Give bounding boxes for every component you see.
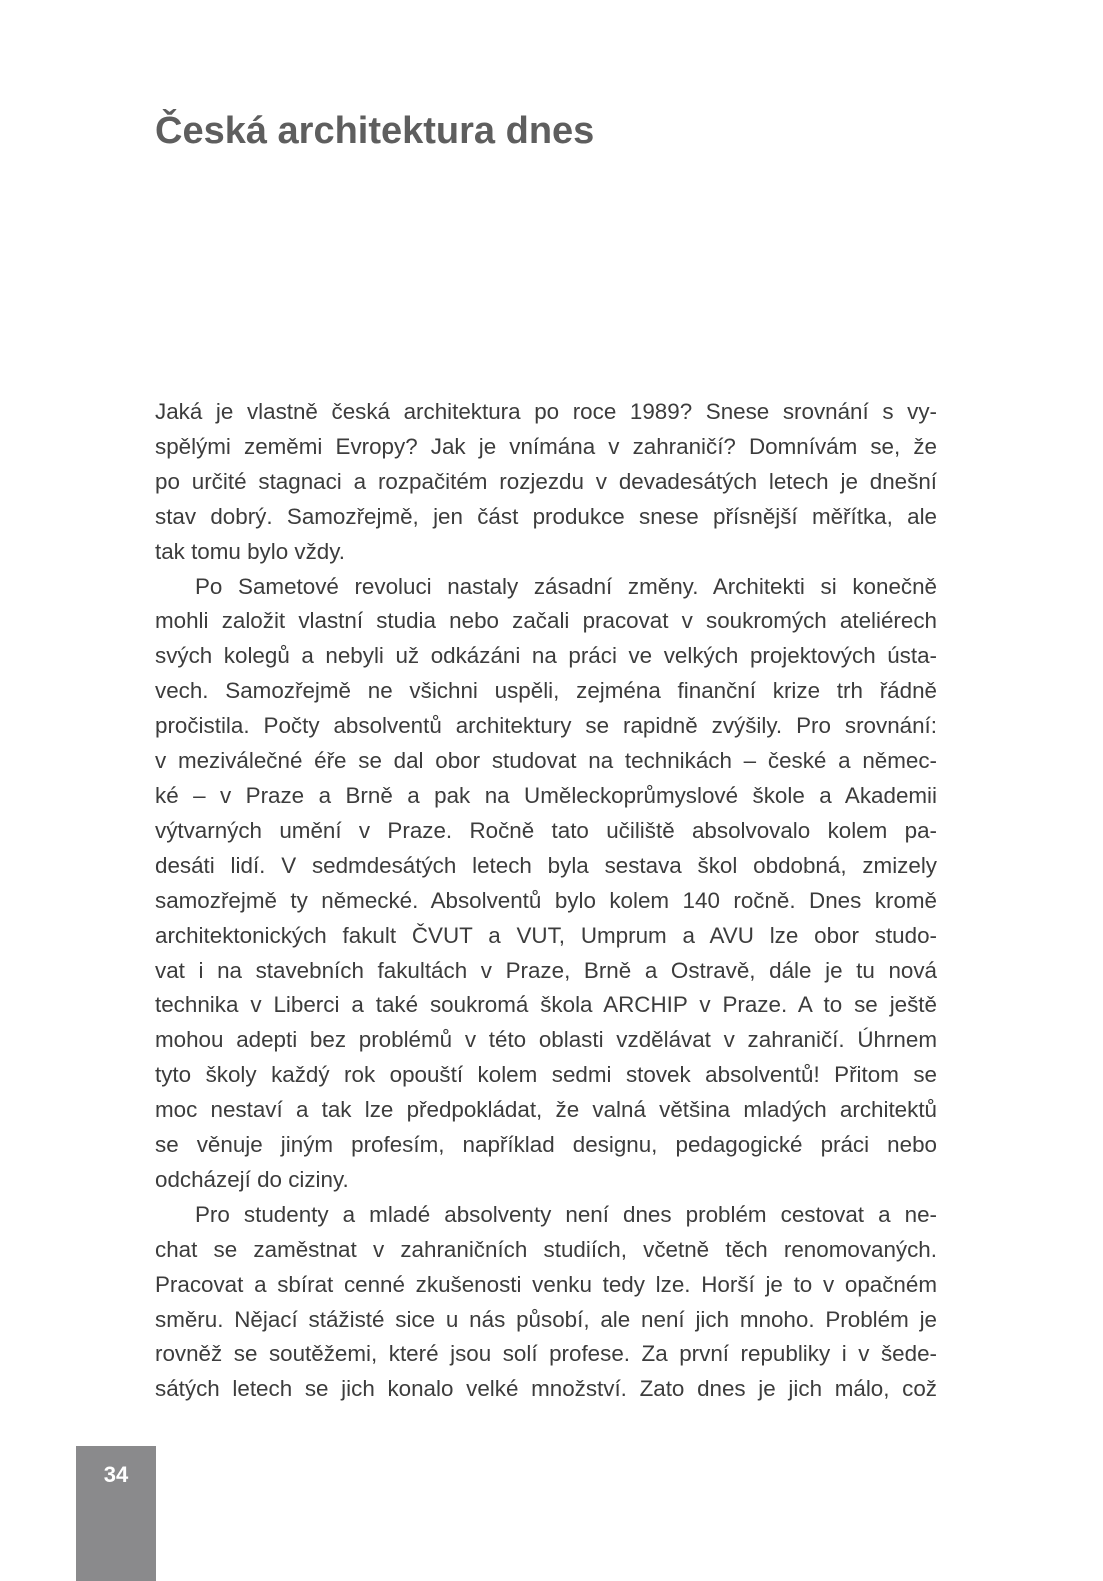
page-number-tab	[76, 1446, 156, 1581]
text-line: rovněž se soutěžemi, které jsou solí profese. Za první republiky i v šede-	[155, 1341, 937, 1367]
text-line: výtvarných umění v Praze. Ročně tato učiliště absolvovalo kolem pa-	[155, 817, 937, 843]
chapter-title: Česká architektura dnes	[155, 110, 595, 152]
text-line: vech. Samozřejmě ne všichni uspěli, zejména finanční krize trh řádně	[155, 678, 937, 704]
text-line: svých kolegů a nebyli už odkázáni na práci ve velkých projektových ústa-	[155, 643, 937, 669]
text-line: po určité stagnaci a rozpačitém rozjezdu v devadesátých letech je dnešní	[155, 468, 937, 494]
text-line: Jaká je vlastně česká architektura po roce 1989? Snese srovnání s vy-	[155, 399, 937, 424]
text-line: stav dobrý. Samozřejmě, jen část produkce snese přísnější měřítka, ale	[155, 503, 937, 529]
text-line: v meziválečné éře se dal obor studovat na technikách – české a němec-	[155, 748, 937, 774]
paragraph-2	[155, 570, 937, 1198]
text-line: Pro studenty a mladé absolventy není dnes problém cestovat a ne-	[195, 1201, 937, 1227]
text-line: ké – v Praze a Brně a pak na Uměleckoprůmyslové škole a Akademii	[155, 782, 937, 808]
body-text	[155, 395, 937, 1407]
text-line: chat se zaměstnat v zahraničních studiích, včetně těch renomovaných.	[155, 1236, 937, 1262]
text-line: Pracovat a sbírat cenné zkušenosti venku tedy lze. Horší je to v opačném	[155, 1271, 937, 1297]
text-line: směru. Nějací stážisté sice u nás působí, ale není jich mnoho. Problém je	[155, 1306, 937, 1332]
text-line: architektonických fakult ČVUT a VUT, Umprum a AVU lze obor studo-	[155, 922, 937, 948]
text-line: technika v Liberci a také soukromá škola ARCHIP v Praze. A to se ještě	[155, 992, 937, 1018]
text-line: desáti lidí. V sedmdesátých letech byla sestava škol obdobná, zmizely	[155, 852, 937, 878]
text-line: se věnuje jiným profesím, například designu, pedagogické práci nebo	[155, 1132, 937, 1158]
text-line: odcházejí do ciziny.	[155, 1166, 349, 1192]
paragraph-1	[155, 395, 937, 570]
text-line: sátých letech se jich konalo velké množství. Zato dnes je jich málo, což	[155, 1376, 937, 1402]
page-number: 34	[103, 1462, 129, 1487]
text-line: vat i na stavebních fakultách v Praze, Brně a Ostravě, dále je tu nová	[155, 957, 937, 983]
text-line: tak tomu bylo vždy.	[155, 538, 345, 564]
text-line: spělými zeměmi Evropy? Jak je vnímána v zahraničí? Domnívám se, že	[155, 433, 937, 459]
text-line: pročistila. Počty absolventů architektury se rapidně zvýšily. Pro srovnání:	[155, 713, 937, 739]
text-line: mohou adepti bez problémů v této oblasti vzdělávat v zahraničí. Úhrnem	[155, 1027, 937, 1053]
text-line: tyto školy každý rok opouští kolem sedmi stovek absolventů! Přitom se	[155, 1062, 937, 1088]
text-line: samozřejmě ty německé. Absolventů bylo kolem 140 ročně. Dnes kromě	[155, 887, 937, 913]
text-line: moc nestaví a tak lze předpokládat, že valná většina mladých architektů	[155, 1097, 937, 1123]
text-line: Po Sametové revoluci nastaly zásadní změny. Architekti si konečně	[195, 573, 937, 599]
paragraph-3	[155, 1198, 937, 1407]
text-line: mohli založit vlastní studia nebo začali pracovat v soukromých ateliérech	[155, 608, 937, 634]
